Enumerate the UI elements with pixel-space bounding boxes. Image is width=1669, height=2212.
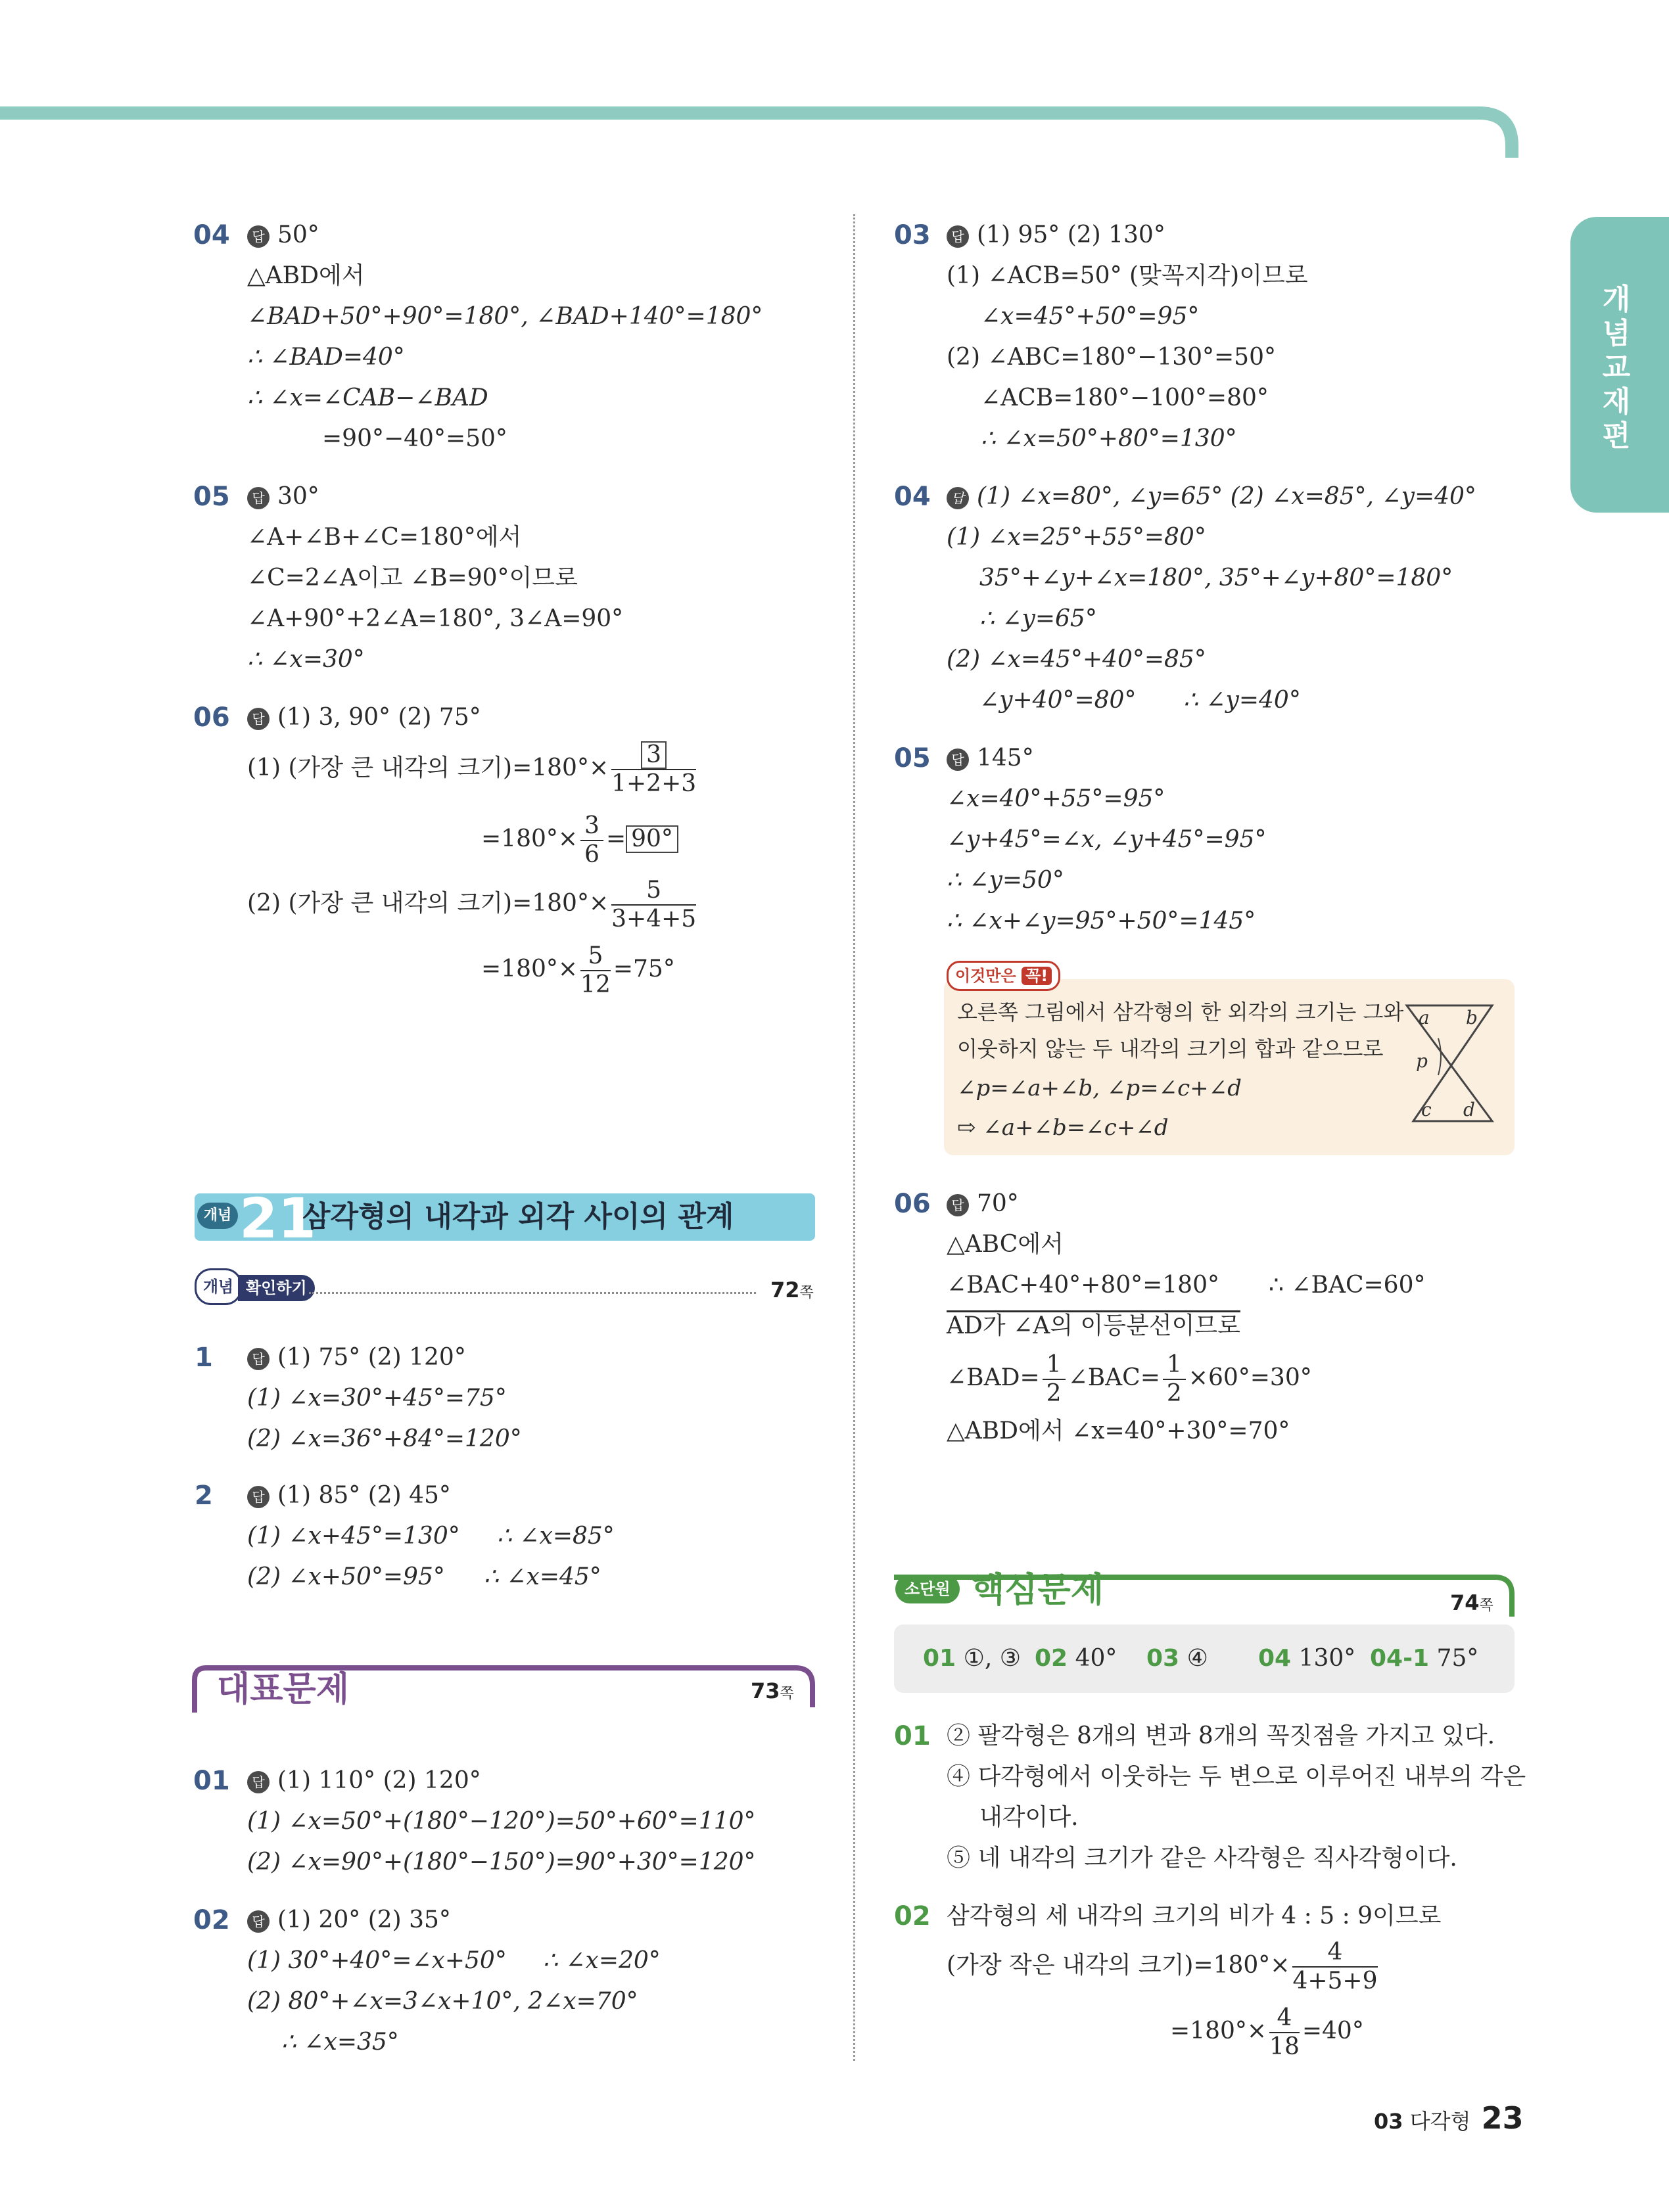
note-label-text: 이것만은	[955, 967, 1016, 985]
solution-line: ∴ ∠x=∠CAB−∠BAD	[247, 384, 488, 411]
numerator: 4	[1269, 2004, 1300, 2033]
solution-line: ∠A+90°+2∠A=180°, 3∠A=90°	[247, 605, 624, 632]
answer-value: (1) 85° (2) 45°	[277, 1482, 451, 1509]
answer-value: (1) 95° (2) 130°	[977, 221, 1165, 248]
fraction-suffix: =75°	[613, 956, 675, 982]
summary-val: 75°	[1436, 1645, 1479, 1672]
answer-line	[947, 744, 1034, 773]
answer-value: 145°	[977, 745, 1034, 772]
solution-line: ∴ ∠BAC=60°	[1269, 1272, 1426, 1299]
solution-line: △ABD에서 ∠x=40°+30°=70°	[947, 1417, 1290, 1444]
answer-line	[247, 482, 319, 511]
solution-line: ∠BAC+40°+80°=180°	[947, 1272, 1219, 1299]
solution-line: △ABD에서	[247, 262, 365, 289]
solution-line: (2) ∠x+50°=95°	[247, 1563, 445, 1590]
concept-badge: 개념	[197, 1203, 238, 1229]
answer-line	[247, 1766, 481, 1795]
fraction-prefix: (가장 작은 내각의 크기)=180°×	[947, 1952, 1290, 1979]
answer-badge-icon: 답	[247, 225, 270, 248]
problem-number: 05	[193, 482, 230, 512]
answer-value: 30°	[277, 483, 319, 510]
solution-line: (1) ∠x+45°=130°	[247, 1523, 460, 1550]
answer-line	[247, 1906, 451, 1935]
denominator: 12	[580, 971, 611, 998]
summary-num: 03	[1146, 1645, 1180, 1672]
rep-page	[751, 1678, 794, 1703]
solution-line: ∴ ∠x=30°	[247, 646, 365, 673]
check-leader	[309, 1292, 756, 1294]
answer-value: (1) 110° (2) 120°	[277, 1767, 481, 1794]
denominator: 4+5+9	[1292, 1968, 1378, 1994]
solution-line: ∴ ∠x=85°	[497, 1523, 615, 1550]
answer-line	[247, 221, 319, 250]
fraction	[580, 812, 603, 869]
problem-number: 04	[193, 220, 230, 250]
solution-line: ∠y+45°=∠x, ∠y+45°=95°	[947, 826, 1267, 853]
answer-badge-icon: 답	[247, 487, 270, 509]
top-band	[0, 0, 1669, 171]
summary-item	[1370, 1644, 1478, 1673]
problem-number: 2	[195, 1481, 213, 1511]
answer-badge-icon: 답	[947, 749, 969, 771]
answer-badge-icon: 답	[247, 1348, 270, 1370]
problem-number: 05	[894, 743, 931, 773]
answer-badge-icon: 답	[247, 1486, 270, 1508]
summary-num: 02	[1035, 1645, 1068, 1672]
answer-badge-icon: 답	[247, 708, 270, 730]
summary-val: ①, ③	[963, 1645, 1021, 1672]
summary-num: 04-1	[1370, 1645, 1430, 1672]
fraction	[1163, 1351, 1186, 1408]
page-unit: 쪽	[1479, 1598, 1493, 1614]
page-number: 73	[751, 1678, 780, 1703]
denominator: 2	[1166, 1380, 1182, 1407]
answer-value: (1) 20° (2) 35°	[277, 1906, 451, 1933]
numerator: 3	[580, 812, 603, 841]
note-line: ⇨ ∠a+∠b=∠c+∠d	[957, 1115, 1169, 1141]
note-line: 오른쪽 그림에서 삼각형의 한 외각의 크기는 그와	[957, 1000, 1404, 1025]
summary-item	[923, 1644, 1021, 1673]
solution-line: 35°+∠y+∠x=180°, 35°+∠y+80°=180°	[979, 565, 1453, 591]
note-figure	[1400, 999, 1499, 1130]
figure-label-b: b	[1466, 1007, 1478, 1028]
page-number: 74	[1450, 1590, 1480, 1615]
page-number: 23	[1481, 2100, 1524, 2136]
fraction-prefix: (2) (가장 큰 내각의 크기)=180°×	[247, 890, 609, 917]
answer-value: (1) ∠x=80°, ∠y=65° (2) ∠x=85°, ∠y=40°	[977, 483, 1476, 510]
chapter-title: 다각형	[1409, 2109, 1471, 2134]
summary-val: ④	[1187, 1645, 1208, 1672]
solution-line: ② 팔각형은 8개의 변과 8개의 꼭짓점을 가지고 있다.	[947, 1722, 1495, 1749]
solution-line: (2) ∠ABC=180°−130°=50°	[947, 344, 1276, 371]
answer-badge-icon: 답	[247, 1771, 270, 1793]
problem-number: 06	[193, 703, 230, 733]
answer-line	[247, 703, 481, 732]
answer-line	[247, 1343, 466, 1372]
core-page	[1450, 1590, 1493, 1615]
solution-line: (2) 80°+∠x=3∠x+10°, 2∠x=70°	[247, 1988, 638, 2015]
summary-item	[1146, 1644, 1208, 1673]
page-unit: 쪽	[780, 1686, 794, 1702]
fraction-line	[947, 1939, 1380, 1995]
solution-line: ∠y+40°=80°	[979, 687, 1137, 714]
solution-line: ∴ ∠y=50°	[947, 867, 1064, 894]
solution-line: ∴ ∠y=65°	[979, 605, 1097, 632]
page-number: 72	[770, 1278, 800, 1302]
solution-line: (1) 30°+40°=∠x+50°	[247, 1947, 507, 1974]
core-badge: 소단원	[895, 1575, 960, 1603]
answer-line	[947, 221, 1165, 250]
fraction-line	[247, 877, 699, 933]
fraction	[1043, 1351, 1066, 1408]
solution-line: (1) ∠x=30°+45°=75°	[247, 1385, 507, 1412]
note-line: ∠p=∠a+∠b, ∠p=∠c+∠d	[957, 1075, 1242, 1101]
column-divider	[853, 214, 855, 2061]
problem-number: 01	[193, 1766, 230, 1796]
note-label	[947, 961, 1060, 991]
solution-line: ∴ ∠x=45°	[484, 1563, 601, 1590]
fraction-line	[481, 812, 678, 869]
problem-number: 06	[894, 1189, 931, 1219]
boxed-numerator: 3	[641, 741, 667, 769]
page-footer	[1374, 2100, 1524, 2136]
side-tab-label: 개념교재편	[1602, 283, 1631, 453]
numerator: 5	[580, 942, 611, 971]
solution-line: ∴ ∠x=35°	[281, 2029, 399, 2056]
chapter-number: 03	[1374, 2109, 1403, 2134]
solution-line: ∠ACB=180°−100°=80°	[981, 384, 1269, 411]
numerator: 1	[1163, 1351, 1186, 1380]
denominator: 1+2+3	[611, 770, 697, 797]
solution-line: (1) ∠ACB=50° (맞꼭지각)이므로	[947, 262, 1308, 289]
summary-num: 01	[923, 1645, 956, 1672]
solution-line: AD가 ∠A의 이등분선이므로	[947, 1312, 1240, 1339]
fraction-line	[247, 741, 699, 798]
figure-label-p: p	[1416, 1050, 1428, 1072]
solution-line: (1) ∠x=50°+(180°−120°)=50°+60°=110°	[247, 1808, 756, 1835]
page-unit: 쪽	[799, 1285, 814, 1301]
answer-value: (1) 3, 90° (2) 75°	[277, 704, 481, 731]
concept-title: 삼각형의 내각과 외각 사이의 관계	[302, 1200, 734, 1233]
figure-label-c: c	[1421, 1099, 1432, 1120]
numerator: 5	[611, 877, 696, 906]
answer-line	[247, 1481, 451, 1510]
solution-line: (1) ∠x=25°+55°=80°	[947, 524, 1206, 551]
side-tab	[1570, 217, 1669, 513]
solution-line: (2) ∠x=45°+40°=85°	[947, 646, 1206, 673]
answer-value: 50°	[277, 221, 319, 248]
problem-number: 03	[894, 220, 931, 250]
fraction-line	[1170, 2004, 1364, 2061]
problem-number: 04	[894, 482, 931, 512]
fraction	[1269, 2004, 1300, 2061]
denominator: 3+4+5	[611, 906, 697, 933]
summary-val: 40°	[1075, 1645, 1117, 1672]
fraction	[1292, 1939, 1377, 1995]
fraction-prefix: (1) (가장 큰 내각의 크기)=180°×	[247, 754, 609, 781]
rep-title: 대표문제	[217, 1670, 349, 1709]
fraction-prefix: ∠BAD=	[947, 1364, 1040, 1391]
solution-line: ∴ ∠x+∠y=95°+50°=145°	[947, 908, 1256, 934]
answer-badge-icon: 답	[247, 1910, 270, 1933]
denominator: 6	[584, 841, 599, 868]
fraction	[611, 741, 696, 798]
note-line: 이웃하지 않는 두 내각의 크기의 합과 같으므로	[957, 1036, 1384, 1061]
concept-number: 21	[239, 1186, 316, 1251]
problem-number: 02	[193, 1905, 230, 1935]
solution-line: ∠x=40°+55°=95°	[947, 785, 1165, 812]
answer-badge-icon: 답	[947, 1194, 969, 1216]
check-badge: 개념	[195, 1268, 242, 1305]
fraction	[611, 877, 696, 933]
note-label-tag: 꼭!	[1022, 967, 1052, 985]
boxed-answer: 90°	[626, 825, 678, 853]
fraction-prefix: =180°×	[481, 956, 578, 982]
core-title: 핵심문제	[972, 1571, 1104, 1610]
summary-item	[1035, 1644, 1117, 1673]
summary-num: 04	[1258, 1645, 1292, 1672]
solution-line: △ABC에서	[947, 1231, 1064, 1258]
fraction-middle: ∠BAC=	[1068, 1364, 1160, 1391]
equals: =	[605, 825, 626, 852]
fraction-prefix: =180°×	[1170, 2017, 1267, 2044]
problem-number: 1	[195, 1343, 213, 1373]
fraction	[580, 942, 611, 999]
summary-val: 130°	[1298, 1645, 1356, 1672]
solution-line: ∠C=2∠A이고 ∠B=90°이므로	[247, 565, 578, 591]
solution-line: 삼각형의 세 내각의 크기의 비가 4 : 5 : 9이므로	[947, 1902, 1442, 1929]
solution-line: (2) ∠x=90°+(180°−150°)=90°+30°=120°	[247, 1849, 756, 1876]
numerator: 4	[1292, 1939, 1377, 1968]
problem-number: 01	[894, 1721, 931, 1751]
answer-badge-icon: 답	[947, 487, 969, 509]
fraction-prefix: =180°×	[481, 825, 578, 852]
denominator: 18	[1269, 2033, 1300, 2060]
denominator: 2	[1046, 1380, 1062, 1407]
solution-line: ∠x=45°+50°=95°	[981, 303, 1200, 330]
fraction-suffix: =40°	[1302, 2017, 1364, 2044]
solution-line: ∠A+∠B+∠C=180°에서	[247, 524, 522, 551]
fraction-line	[947, 1351, 1312, 1408]
answer-badge-icon: 답	[947, 225, 969, 248]
solution-line: (2) ∠x=36°+84°=120°	[247, 1425, 522, 1452]
solution-line: ∴ ∠x=50°+80°=130°	[981, 425, 1237, 452]
solution-line: ⑤ 네 내각의 크기가 같은 사각형은 직사각형이다.	[947, 1845, 1457, 1872]
check-label: 확인하기	[238, 1275, 315, 1301]
summary-item	[1258, 1644, 1355, 1673]
solution-line: ④ 다각형에서 이웃하는 두 변으로 이루어진 내부의 각은	[947, 1763, 1526, 1790]
solution-line: ∠BAD+50°+90°=180°, ∠BAD+140°=180°	[247, 303, 763, 330]
answer-line	[947, 482, 1476, 511]
check-page	[770, 1278, 814, 1302]
problem-number: 02	[894, 1901, 931, 1931]
numerator: 1	[1043, 1351, 1066, 1380]
answer-value: (1) 75° (2) 120°	[277, 1344, 466, 1371]
fraction-suffix: ×60°=30°	[1188, 1364, 1312, 1391]
solution-line: ∴ ∠x=20°	[543, 1947, 661, 1974]
answer-line	[947, 1189, 1019, 1218]
figure-label-a: a	[1419, 1007, 1430, 1028]
solution-line: =90°−40°=50°	[322, 425, 507, 452]
solution-line: ∴ ∠y=40°	[1183, 687, 1301, 714]
fraction-line	[481, 942, 675, 999]
figure-label-d: d	[1463, 1099, 1475, 1120]
solution-line: 내각이다.	[979, 1804, 1079, 1831]
answer-value: 70°	[977, 1190, 1019, 1217]
solution-line: ∴ ∠BAD=40°	[247, 344, 405, 371]
